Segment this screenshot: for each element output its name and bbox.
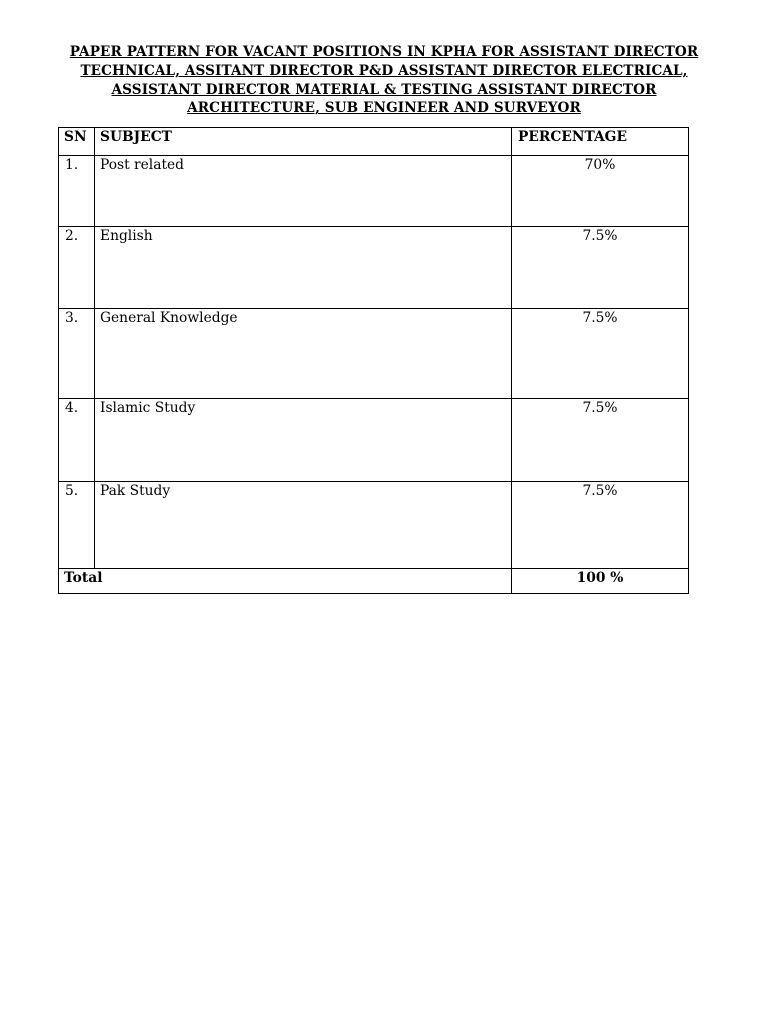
table-header-row <box>59 128 689 156</box>
row-sn: 2. <box>59 227 95 309</box>
row-sn: 1. <box>59 156 95 227</box>
row-subject: General Knowledge <box>95 309 512 399</box>
paper-pattern-table <box>58 127 689 594</box>
row-subject: Pak Study <box>95 482 512 569</box>
row-percentage: 7.5% <box>512 227 689 309</box>
document-title: PAPER PATTERN FOR VACANT POSITIONS IN KPHA FOR ASSISTANT DIRECTOR TECHNICAL, ASSITANT DIRECTOR P&D ASSISTANT DIRECTOR ELECTRICAL, ASSISTANT DIRECTOR MATERIAL & TESTING ASSISTANT DIRECTOR ARCHITECTURE, SUB ENGINEER AND SURVEYOR <box>69 44 699 117</box>
total-row <box>59 569 689 594</box>
header-percentage: PERCENTAGE <box>512 128 689 156</box>
row-percentage: 7.5% <box>512 482 689 569</box>
row-subject: English <box>95 227 512 309</box>
row-percentage: 7.5% <box>512 309 689 399</box>
row-subject: Post related <box>95 156 512 227</box>
table-row <box>59 399 689 482</box>
header-sn: SN <box>59 128 95 156</box>
row-sn: 5. <box>59 482 95 569</box>
row-subject: Islamic Study <box>95 399 512 482</box>
total-percentage: 100 % <box>512 569 689 594</box>
table-row <box>59 227 689 309</box>
row-percentage: 7.5% <box>512 399 689 482</box>
row-percentage: 70% <box>512 156 689 227</box>
table-row <box>59 309 689 399</box>
row-sn: 4. <box>59 399 95 482</box>
table-row <box>59 482 689 569</box>
header-subject: SUBJECT <box>95 128 512 156</box>
table-row <box>59 156 689 227</box>
row-sn: 3. <box>59 309 95 399</box>
total-label: Total <box>59 569 512 594</box>
